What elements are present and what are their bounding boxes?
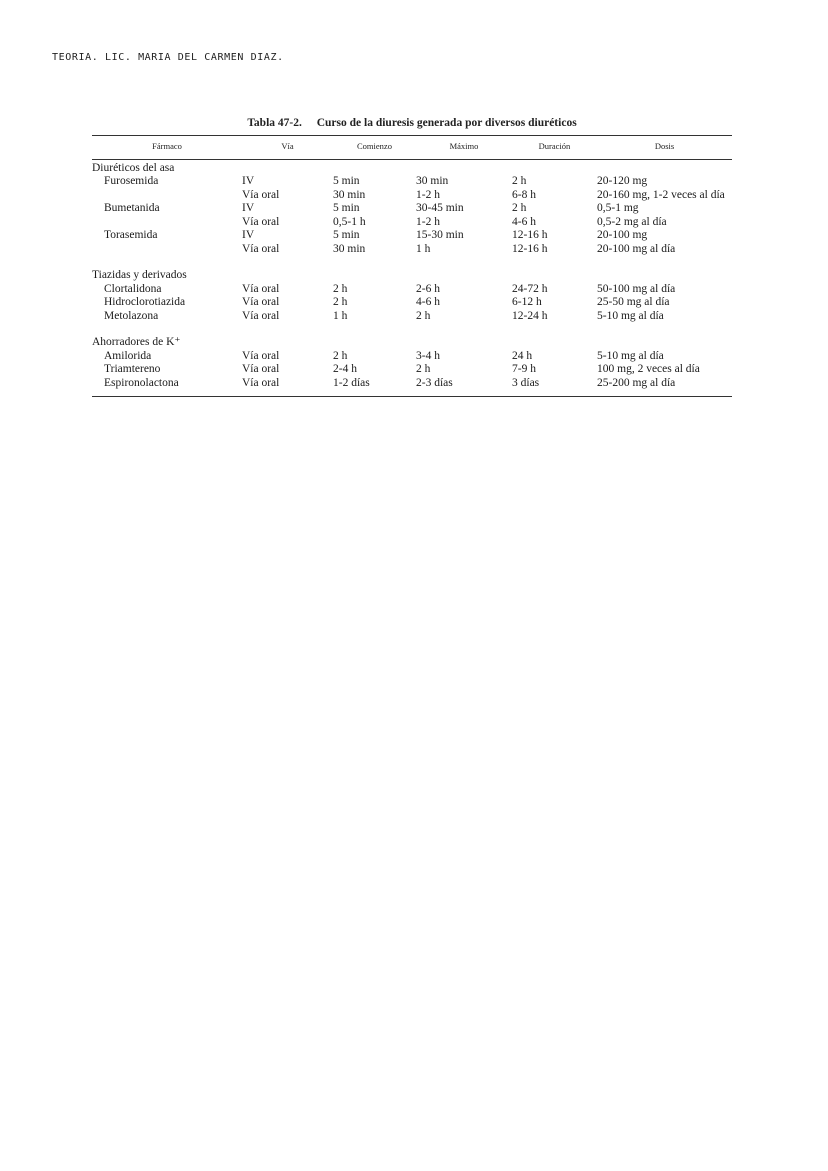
dose-cell: 0,5-1 mg: [597, 202, 639, 214]
route-cell: Vía oral: [242, 242, 280, 255]
table-row: [92, 377, 732, 397]
route-cell: IV: [242, 175, 255, 187]
dose-cell: 25-50 mg al día: [597, 296, 670, 308]
table-number: Tabla 47-2.: [247, 117, 302, 129]
dose-cell: 20-160 mg, 1-2 veces al día: [597, 188, 725, 201]
table-row: [92, 350, 732, 364]
group-name: Diuréticos del asa: [92, 161, 175, 174]
peak-cell: 2 h: [416, 363, 431, 375]
drug-cell: Furosemida: [104, 175, 159, 187]
drug-cell: Clortalidona: [104, 282, 162, 295]
table-row: [92, 363, 732, 377]
peak-cell: 1-2 h: [416, 215, 440, 228]
duration-cell: 3 días: [512, 376, 540, 389]
dose-cell: 25-200 mg al día: [597, 376, 676, 389]
column-header: Comienzo: [333, 136, 416, 160]
peak-cell: 3-4 h: [416, 349, 440, 362]
table-row: [92, 310, 732, 324]
onset-cell: 2 h: [333, 282, 348, 295]
peak-cell: 30-45 min: [416, 202, 464, 214]
route-cell: Vía oral: [242, 188, 280, 201]
table-row: [92, 283, 732, 297]
drug-cell: Hidroclorotiazida: [104, 296, 186, 308]
route-cell: Vía oral: [242, 309, 280, 322]
drug-cell: [92, 243, 242, 257]
duration-cell: 2 h: [512, 202, 527, 214]
route-cell: Vía oral: [242, 215, 280, 228]
route-cell: Vía oral: [242, 296, 280, 308]
drug-cell: Triamtereno: [104, 363, 161, 375]
table-row: [92, 175, 732, 189]
onset-cell: 30 min: [333, 188, 366, 201]
drug-cell: Espironolactona: [104, 376, 179, 389]
group-name: Tiazidas y derivados: [92, 269, 187, 281]
diuretics-table: [92, 135, 732, 397]
peak-cell: 30 min: [416, 175, 449, 187]
route-cell: Vía oral: [242, 349, 280, 362]
group-name: Ahorradores de K⁺: [92, 336, 181, 348]
table-row: [92, 296, 732, 310]
duration-cell: 6-8 h: [512, 188, 536, 201]
drug-cell: [92, 216, 242, 230]
duration-cell: 4-6 h: [512, 215, 536, 228]
onset-cell: 30 min: [333, 242, 366, 255]
dose-cell: 5-10 mg al día: [597, 349, 664, 362]
route-cell: Vía oral: [242, 363, 280, 375]
peak-cell: 2-6 h: [416, 282, 440, 295]
onset-cell: 0,5-1 h: [333, 215, 366, 228]
duration-cell: 12-16 h: [512, 242, 548, 255]
onset-cell: 2-4 h: [333, 363, 357, 375]
dose-cell: 0,5-2 mg al día: [597, 215, 667, 228]
route-cell: IV: [242, 202, 255, 214]
onset-cell: 5 min: [333, 202, 360, 214]
duration-cell: 24 h: [512, 349, 533, 362]
column-header: Vía: [242, 136, 333, 160]
drug-cell: Metolazona: [104, 309, 159, 322]
onset-cell: 1-2 días: [333, 376, 370, 389]
dose-cell: 100 mg, 2 veces al día: [597, 363, 700, 375]
onset-cell: 2 h: [333, 296, 348, 308]
peak-cell: 15-30 min: [416, 229, 464, 241]
table-header-row: [92, 136, 732, 160]
route-cell: Vía oral: [242, 282, 280, 295]
group-row: [92, 256, 732, 283]
table-row: [92, 202, 732, 216]
peak-cell: 2-3 días: [416, 376, 453, 389]
column-header: Duración: [512, 136, 597, 160]
dose-cell: 5-10 mg al día: [597, 309, 664, 322]
onset-cell: 5 min: [333, 229, 360, 241]
duration-cell: 7-9 h: [512, 363, 536, 375]
column-header: Dosis: [597, 136, 732, 160]
page-header: TEORIA. LIC. MARIA DEL CARMEN DIAZ.: [52, 52, 284, 63]
onset-cell: 1 h: [333, 309, 348, 322]
table-row: [92, 243, 732, 257]
table-caption: Curso de la diuresis generada por diversos diuréticos: [316, 117, 577, 129]
drug-cell: [92, 189, 242, 203]
route-cell: IV: [242, 229, 255, 241]
duration-cell: 12-24 h: [512, 309, 548, 322]
duration-cell: 12-16 h: [512, 229, 548, 241]
dose-cell: 20-100 mg al día: [597, 242, 676, 255]
column-header: Fármaco: [92, 136, 242, 160]
drug-cell: Bumetanida: [104, 202, 160, 214]
duration-cell: 6-12 h: [512, 296, 542, 308]
peak-cell: 1 h: [416, 242, 431, 255]
peak-cell: 1-2 h: [416, 188, 440, 201]
table-row: [92, 229, 732, 243]
table-title: [92, 117, 732, 129]
duration-cell: 2 h: [512, 175, 527, 187]
drug-cell: Torasemida: [104, 229, 158, 241]
duration-cell: 24-72 h: [512, 282, 548, 295]
peak-cell: 4-6 h: [416, 296, 440, 308]
diuretics-table-container: [92, 117, 732, 397]
drug-cell: Amilorida: [104, 349, 152, 362]
group-row: [92, 159, 732, 175]
dose-cell: 20-100 mg: [597, 229, 648, 241]
table-row: [92, 216, 732, 230]
dose-cell: 50-100 mg al día: [597, 282, 676, 295]
group-row: [92, 323, 732, 350]
dose-cell: 20-120 mg: [597, 175, 648, 187]
peak-cell: 2 h: [416, 309, 431, 322]
onset-cell: 2 h: [333, 349, 348, 362]
onset-cell: 5 min: [333, 175, 360, 187]
table-body: [92, 159, 732, 397]
table-row: [92, 189, 732, 203]
route-cell: Vía oral: [242, 376, 280, 389]
column-header: Máximo: [416, 136, 512, 160]
